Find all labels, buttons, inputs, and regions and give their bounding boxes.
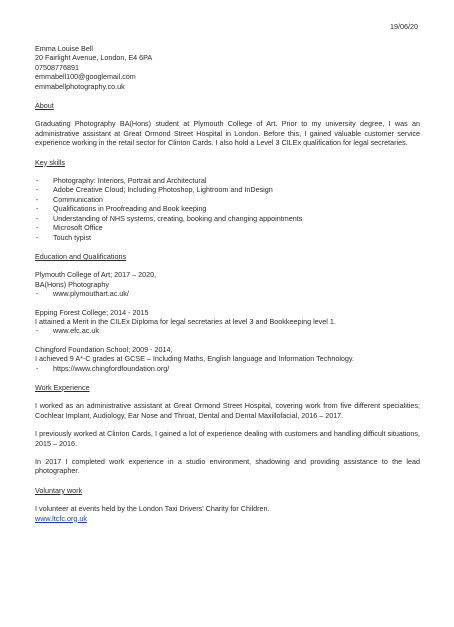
education-institution: Chingford Foundation School; 2009 - 2014, bbox=[35, 344, 173, 354]
voluntary-text: I volunteer at events held by the London Taxi Drivers' Charity for Children. bbox=[35, 504, 270, 514]
skill-item: - Microsoft Office bbox=[35, 223, 420, 232]
education-url: - www.efc.ac.uk bbox=[35, 326, 420, 335]
work-heading: Work Experience bbox=[35, 382, 90, 392]
voluntary-heading: Voluntary work bbox=[35, 485, 83, 495]
contact-website: emmabellphotography.co.uk bbox=[35, 81, 125, 91]
education-entry bbox=[35, 308, 420, 336]
skill-item: - Touch typist bbox=[35, 233, 420, 242]
contact-block bbox=[35, 44, 420, 91]
education-institution: Plymouth College of Art; 2017 – 2020, bbox=[35, 270, 157, 280]
contact-address: 20 Fairlight Avenue, London, E4 6PA bbox=[35, 53, 153, 63]
voluntary-link[interactable]: www.ltcfc.org.uk bbox=[35, 513, 87, 523]
skill-item: - Qualifications in Proofreading and Book keeping bbox=[35, 204, 420, 213]
cv-page bbox=[35, 22, 420, 523]
education-heading: Education and Qualifications bbox=[35, 251, 127, 261]
skill-item: - Adobe Creative Cloud; Including Photoshop, Lightroom and InDesign bbox=[35, 185, 420, 194]
education-institution: Epping Forest College; 2014 - 2015 bbox=[35, 307, 149, 317]
education-entry bbox=[35, 270, 420, 298]
skill-item: - Photography: Interiors, Portrait and Architectural bbox=[35, 176, 420, 185]
education-url: - www.plymouthart.ac.uk/ bbox=[35, 289, 420, 298]
education-detail: BA(Hons) Photography bbox=[35, 279, 109, 289]
about-text: Graduating Photography BA(Hons) student at Plymouth College of Art. Prior to my university degree, I was an administrative assistant at Great Ormond Street Hospital in London. Before this, I gained valuable customer service experience working in the retail sector for Clinton Cards. I also hold a Level 3 CILEx qualification for legal secretaries. bbox=[35, 119, 420, 148]
education-detail: I achieved 9 A*-C grades at GCSE – Including Maths, English language and Information Technology. bbox=[35, 354, 354, 364]
about-heading: About bbox=[35, 101, 54, 111]
work-paragraph: I previously worked at Clinton Cards, I gained a lot of experience dealing with customers and handling difficult situations, 2015 – 2016. bbox=[35, 429, 420, 448]
education-entry bbox=[35, 345, 420, 373]
skill-item: - Understanding of NHS systems, creating, booking and changing appointments bbox=[35, 214, 420, 223]
document-date: 19/06/20 bbox=[390, 22, 418, 31]
education-detail: I attained a Merit in the CILEx Diploma for legal secretaries at level 3 and Bookkeeping level 1. bbox=[35, 316, 336, 326]
contact-phone: 07508776891 bbox=[35, 62, 79, 72]
work-paragraph: I worked as an administrative assistant at Great Ormond Street Hospital, covering work from five different specialities; Cochlear Implant, Audiology, Ear Nose and Throat, Dental and Dental Maxillofacial, 2016 – 2017. bbox=[35, 401, 420, 420]
skills-list bbox=[35, 176, 420, 242]
work-paragraph: In 2017 I completed work experience in a studio environment, shadowing and providing assistance to the lead photographer. bbox=[35, 457, 420, 476]
contact-name: Emma Louise Bell bbox=[35, 44, 93, 53]
contact-email: emmabell100@googlemail.com bbox=[35, 72, 136, 82]
skills-heading: Key skills bbox=[35, 157, 65, 167]
education-url: - https://www.chingfordfoundation.org/ bbox=[35, 364, 420, 373]
skill-item: - Communication bbox=[35, 195, 420, 204]
